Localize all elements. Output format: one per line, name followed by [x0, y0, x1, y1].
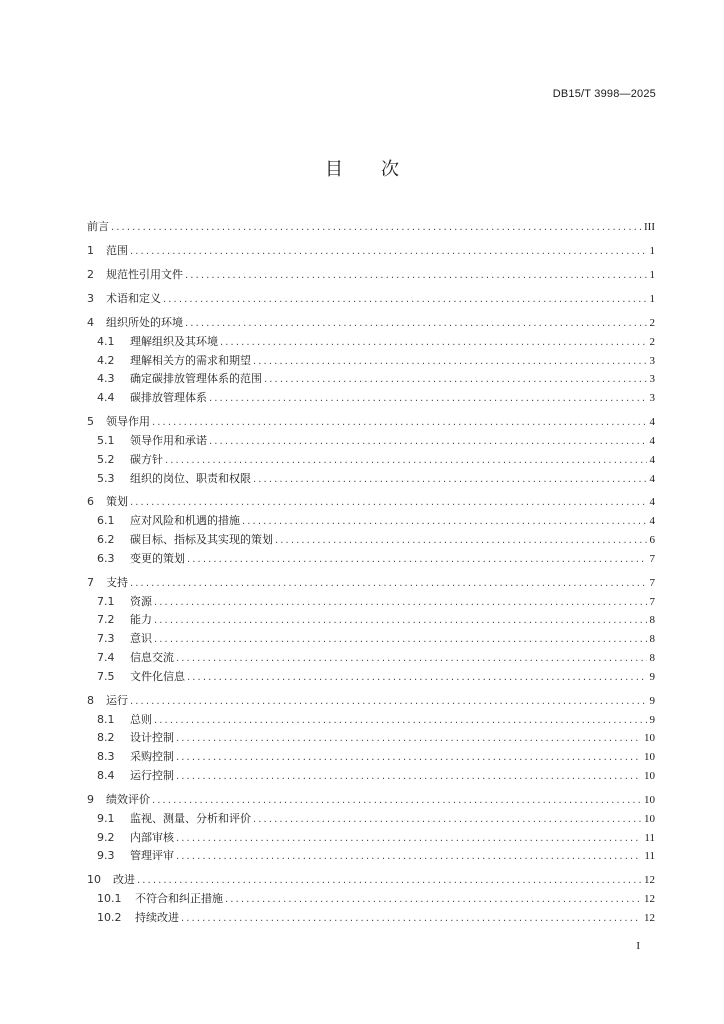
- toc-entry-title: 改进: [113, 873, 135, 887]
- toc-entry-title: 碳方针: [130, 452, 163, 466]
- dot-leader: [130, 494, 647, 513]
- title-char-2: 次: [381, 159, 399, 180]
- toc-subentry[interactable]: [87, 370, 655, 389]
- toc-entry-page: 9: [649, 694, 655, 707]
- toc-entry-number: 8.4: [97, 769, 115, 783]
- toc-entry[interactable]: [87, 314, 655, 333]
- toc-entry-page: III: [644, 221, 655, 233]
- toc-entry-number: 7.1: [97, 594, 115, 608]
- toc-entry-number: 9: [87, 793, 94, 806]
- toc-subentry[interactable]: [87, 611, 655, 630]
- toc-entry[interactable]: [87, 218, 655, 237]
- toc-entry-number: 6.3: [97, 551, 115, 565]
- toc-subentry[interactable]: [87, 729, 655, 748]
- toc-entry-page: 4: [649, 434, 655, 447]
- toc-entry-number: 7.2: [97, 613, 115, 627]
- toc-entry-number: 2: [87, 267, 94, 281]
- toc-entry-title: 文件化信息: [130, 669, 185, 683]
- toc-entry-number: 8: [87, 693, 94, 707]
- page-title: [0, 155, 724, 181]
- toc-entry-number: 8.3: [97, 750, 115, 764]
- dot-leader: [165, 452, 647, 471]
- dot-leader: [185, 315, 647, 334]
- toc-subentry[interactable]: [87, 352, 655, 371]
- toc-entry-title: 前言: [87, 220, 109, 233]
- toc-entry-page: 10: [644, 732, 655, 745]
- toc-entry[interactable]: [87, 871, 655, 890]
- toc-entry-number: 10.2: [97, 910, 122, 924]
- toc-entry-number: 8.2: [97, 731, 115, 745]
- toc-entry-page: 4: [649, 453, 655, 466]
- dot-leader: [154, 594, 647, 613]
- toc-subentry[interactable]: [87, 593, 655, 612]
- toc-entry-number: 5.1: [97, 433, 115, 447]
- toc-entry-number: 10.1: [97, 892, 122, 906]
- toc-entry-number: 1: [87, 243, 94, 257]
- toc-entry-number: 5.3: [97, 471, 115, 485]
- toc-entry-page: 7: [649, 552, 655, 565]
- dot-leader: [176, 830, 641, 849]
- toc-entry-title: 绩效评价: [106, 793, 150, 806]
- toc-subentry[interactable]: [87, 810, 655, 829]
- toc-entry-number: 5.2: [97, 452, 115, 466]
- toc-entry-number: 7.4: [97, 651, 115, 665]
- toc-entry-page: 10: [644, 812, 655, 825]
- toc-entry-number: 7.3: [97, 632, 115, 646]
- dot-leader: [154, 631, 647, 650]
- toc-subentry[interactable]: [87, 890, 655, 909]
- toc-entry-number: 6: [87, 495, 94, 509]
- dot-leader: [253, 471, 647, 490]
- toc-entry-number: 4.2: [97, 353, 115, 367]
- dot-leader: [130, 575, 647, 594]
- toc-entry-page: 12: [644, 874, 655, 887]
- dot-leader: [187, 669, 647, 688]
- dot-leader: [225, 891, 641, 910]
- toc-entry-page: 3: [649, 373, 655, 386]
- dot-leader: [152, 414, 647, 433]
- toc-entry-title: 持续改进: [135, 910, 179, 924]
- toc-entry[interactable]: [87, 266, 655, 285]
- toc-entry-title: 理解相关方的需求和期望: [130, 353, 251, 367]
- page-number: I: [636, 940, 640, 952]
- toc-entry-page: 10: [644, 770, 655, 783]
- dot-leader: [187, 551, 647, 570]
- dot-leader: [137, 872, 641, 891]
- toc-entry-title: 领导作用和承诺: [130, 433, 207, 447]
- toc-entry-title: 不符合和纠正措施: [135, 892, 223, 906]
- toc-entry-page: 2: [649, 316, 655, 329]
- toc-entry-title: 支持: [106, 575, 128, 589]
- toc-entry[interactable]: [87, 242, 655, 261]
- dot-leader: [253, 811, 641, 830]
- toc-entry-page: 12: [644, 893, 655, 906]
- dot-leader: [176, 650, 647, 669]
- toc-subentry[interactable]: [87, 748, 655, 767]
- toc-entry-page: 1: [649, 244, 655, 257]
- toc-entry-title: 设计控制: [130, 731, 174, 745]
- toc-entry-number: 6.1: [97, 514, 115, 528]
- toc-entry[interactable]: [87, 413, 655, 432]
- dot-leader: [242, 513, 647, 532]
- toc-entry-number: 7.5: [97, 669, 115, 683]
- toc-entry-page: 6: [649, 534, 655, 547]
- toc-entry-page: 12: [644, 911, 655, 924]
- toc-entry[interactable]: [87, 493, 655, 512]
- toc-entry-number: 4.3: [97, 372, 115, 386]
- toc-subentry[interactable]: [87, 630, 655, 649]
- dot-leader: [209, 433, 647, 452]
- toc-entry-page: 8: [649, 614, 655, 627]
- toc-subentry[interactable]: [87, 389, 655, 408]
- toc-entry-title: 意识: [130, 632, 152, 646]
- toc-subentry[interactable]: [87, 550, 655, 569]
- dot-leader: [185, 267, 647, 286]
- toc-entry-page: 4: [649, 515, 655, 528]
- toc-entry-number: 4.4: [97, 391, 115, 405]
- toc-subentry[interactable]: [87, 531, 655, 550]
- toc-entry-title: 管理评审: [130, 849, 174, 863]
- title-char-1: 目: [325, 159, 343, 180]
- toc-entry-page: 11: [644, 850, 655, 863]
- toc-entry-title: 碳目标、指标及其实现的策划: [130, 533, 273, 547]
- toc-subentry[interactable]: [87, 909, 655, 928]
- toc-entry-page: 4: [649, 472, 655, 485]
- toc-entry[interactable]: [87, 791, 655, 810]
- toc-entry-page: 10: [644, 751, 655, 764]
- toc-entry-title: 采购控制: [130, 750, 174, 764]
- dot-leader: [130, 243, 647, 262]
- dot-leader: [176, 768, 641, 787]
- toc-entry-title: 监视、测量、分析和评价: [130, 811, 251, 825]
- dot-leader: [130, 693, 647, 712]
- toc-entry-title: 术语和定义: [106, 291, 161, 305]
- dot-leader: [176, 749, 641, 768]
- toc-entry-page: 8: [649, 633, 655, 646]
- toc-subentry[interactable]: [87, 451, 655, 470]
- toc-entry-number: 9.2: [97, 830, 115, 844]
- dot-leader: [152, 792, 641, 811]
- toc-entry-title: 变更的策划: [130, 551, 185, 565]
- toc-subentry[interactable]: [87, 470, 655, 489]
- toc-entry-page: 2: [649, 335, 655, 348]
- toc-entry-page: 7: [649, 595, 655, 608]
- dot-leader: [111, 219, 641, 238]
- dot-leader: [163, 291, 647, 310]
- dot-leader: [181, 910, 641, 929]
- toc-entry-title: 运行控制: [130, 769, 174, 783]
- toc-entry-title: 信息交流: [130, 651, 174, 665]
- toc-subentry[interactable]: [87, 829, 655, 848]
- toc-entry-page: 7: [649, 576, 655, 589]
- toc-entry-number: 5: [87, 415, 94, 429]
- toc-entry-page: 4: [649, 496, 655, 509]
- toc-entry-title: 资源: [130, 594, 152, 608]
- toc-entry-title: 策划: [106, 495, 128, 509]
- dot-leader: [176, 730, 641, 749]
- toc-subentry[interactable]: [87, 432, 655, 451]
- dot-leader: [209, 390, 647, 409]
- toc-entry-page: 9: [649, 713, 655, 726]
- document-id: DB15/T 3998—2025: [552, 88, 656, 100]
- dot-leader: [220, 334, 647, 353]
- toc-entry[interactable]: [87, 290, 655, 309]
- toc-entry-title: 规范性引用文件: [106, 267, 183, 281]
- dot-leader: [176, 848, 641, 867]
- toc-entry-number: 6.2: [97, 533, 115, 547]
- toc-entry[interactable]: [87, 574, 655, 593]
- toc-entry-title: 碳排放管理体系: [130, 391, 207, 405]
- toc-subentry[interactable]: [87, 767, 655, 786]
- toc-entry-title: 能力: [130, 613, 152, 627]
- toc-entry-title: 内部审核: [130, 830, 174, 844]
- toc-entry-title: 领导作用: [106, 415, 150, 429]
- toc-entry-number: 8.1: [97, 712, 115, 726]
- toc-entry-page: 3: [649, 392, 655, 405]
- toc-subentry[interactable]: [87, 847, 655, 866]
- dot-leader: [275, 532, 647, 551]
- toc-entry-title: 运行: [106, 693, 128, 707]
- toc-entry-page: 1: [649, 292, 655, 305]
- dot-leader: [154, 712, 647, 731]
- toc-entry-title: 应对风险和机遇的措施: [130, 514, 240, 528]
- dot-leader: [253, 353, 647, 372]
- toc-entry-title: 组织的岗位、职责和权限: [130, 471, 251, 485]
- toc-entry-number: 9.3: [97, 849, 115, 863]
- toc-entry-number: 10: [87, 873, 101, 887]
- toc-entry-title: 总则: [130, 712, 152, 726]
- toc-subentry[interactable]: [87, 333, 655, 352]
- toc-entry-title: 范围: [106, 243, 128, 257]
- table-of-contents: [87, 218, 655, 928]
- toc-entry-page: 4: [649, 416, 655, 429]
- toc-entry-number: 4: [87, 315, 94, 329]
- toc-entry-title: 确定碳排放管理体系的范围: [130, 372, 262, 386]
- toc-entry-page: 11: [644, 831, 655, 844]
- toc-entry-number: 3: [87, 291, 94, 305]
- toc-entry-page: 10: [644, 794, 655, 806]
- toc-entry-title: 组织所处的环境: [106, 315, 183, 329]
- toc-entry-number: 9.1: [97, 811, 115, 825]
- toc-entry-page: 8: [649, 652, 655, 665]
- toc-subentry[interactable]: [87, 649, 655, 668]
- dot-leader: [264, 371, 647, 390]
- toc-entry-page: 1: [649, 268, 655, 281]
- toc-entry-number: 4.1: [97, 334, 115, 348]
- dot-leader: [154, 612, 647, 631]
- toc-subentry[interactable]: [87, 711, 655, 730]
- toc-entry[interactable]: [87, 692, 655, 711]
- toc-entry-number: 7: [87, 575, 94, 589]
- toc-entry-page: 9: [649, 670, 655, 683]
- toc-entry-page: 3: [649, 354, 655, 367]
- toc-entry-title: 理解组织及其环境: [130, 334, 218, 348]
- toc-subentry[interactable]: [87, 512, 655, 531]
- toc-subentry[interactable]: [87, 668, 655, 687]
